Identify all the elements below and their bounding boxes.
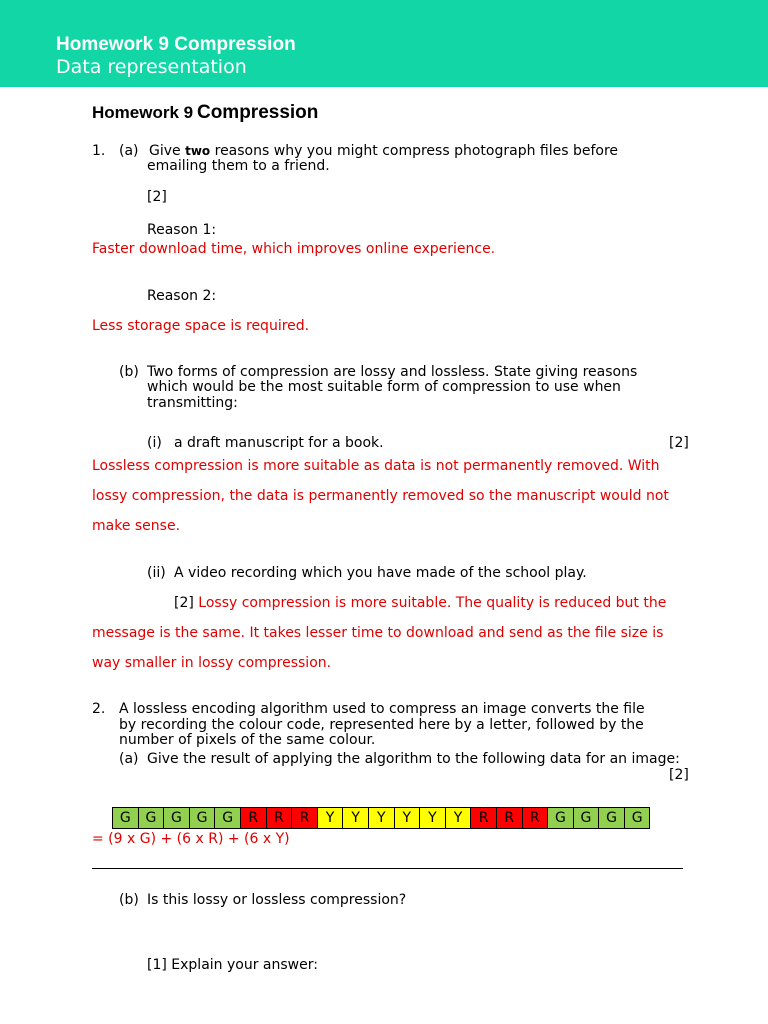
q2-line3: number of pixels of the same colour.: [119, 732, 376, 748]
pixel-cell: G: [164, 807, 190, 829]
q1bi-label: (i): [147, 435, 162, 451]
reason2-label: Reason 2:: [147, 288, 217, 304]
pixel-cell: Y: [318, 807, 344, 829]
q2a-label: (a): [119, 751, 139, 767]
q1bii-answer-line: way smaller in lossy compression.: [92, 655, 332, 671]
q2a-text: Give the result of applying the algorithm to the following data for an image:: [147, 751, 680, 767]
pixel-cell: Y: [343, 807, 369, 829]
q1bi-answer-line: Lossless compression is more suitable as data is not permanently removed. With: [92, 458, 660, 474]
pixel-cell: R: [471, 807, 497, 829]
pixel-cell: G: [548, 807, 574, 829]
q2-line1: A lossless encoding algorithm used to compress an image converts the file: [119, 701, 645, 717]
q2-number: 2.: [92, 701, 106, 717]
pixel-cell: R: [241, 807, 267, 829]
q1bi-answer-line: lossy compression, the data is permanently removed so the manuscript would not: [92, 488, 669, 504]
q1b-line1: Two forms of compression are lossy and lossless. State giving reasons: [147, 364, 638, 380]
header-subtitle: Data representation: [56, 56, 247, 78]
q1a-marks: [2]: [147, 189, 167, 205]
q1bii-answer-line: Lossy compression is more suitable. The quality is reduced but the: [198, 595, 667, 611]
q2a-marks: [2]: [669, 767, 689, 783]
reason1-label: Reason 1:: [147, 222, 217, 238]
pixel-cell: G: [574, 807, 600, 829]
pixel-data-table: [112, 807, 650, 829]
q1b-line3: transmitting:: [147, 395, 238, 411]
header-banner: [0, 0, 768, 87]
q1-number: 1.: [92, 143, 106, 159]
q1b-line2: which would be the most suitable form of compression to use when: [147, 379, 621, 395]
q1a-text-bold: two: [185, 144, 211, 158]
pixel-cell: Y: [395, 807, 421, 829]
pixel-cell: Y: [369, 807, 395, 829]
reason2-answer: Less storage space is required.: [92, 318, 310, 334]
q1a-text-line2: emailing them to a friend.: [147, 158, 330, 174]
pixel-cell: G: [190, 807, 216, 829]
q1bii-marks: [2]: [174, 595, 194, 611]
q2-line2: by recording the colour code, represented here by a letter, followed by the: [119, 717, 644, 733]
pixel-cell: R: [292, 807, 318, 829]
q1bii-label: (ii): [147, 565, 166, 581]
pixel-cell: G: [139, 807, 165, 829]
q2b-text: Is this lossy or lossless compression?: [147, 892, 407, 908]
pixel-cell: R: [497, 807, 523, 829]
q2b-label: (b): [119, 892, 139, 908]
q1a-label: (a): [119, 143, 139, 159]
q1bii-text: A video recording which you have made of the school play.: [174, 565, 587, 581]
q2a-answer: = (9 x G) + (6 x R) + (6 x Y): [92, 831, 290, 847]
q1bi-text: a draft manuscript for a book.: [174, 435, 384, 451]
q1a-text-pre: Give: [149, 143, 181, 159]
document-title-part2: Compression: [196, 102, 319, 123]
document-title-part1: Homework 9: [92, 103, 194, 122]
pixel-cell: G: [625, 807, 651, 829]
q2b-explain: [1] Explain your answer:: [147, 957, 318, 973]
pixel-cell: G: [215, 807, 241, 829]
pixel-cell: R: [523, 807, 549, 829]
q1bii-answer-line: message is the same. It takes lesser time to download and send as the file size is: [92, 625, 664, 641]
answer-line: [92, 868, 683, 869]
reason1-answer: Faster download time, which improves online experience.: [92, 241, 496, 257]
q1a-text-post: reasons why you might compress photograph files before: [214, 143, 619, 159]
header-title: Homework 9 Compression: [56, 34, 296, 55]
pixel-cell: R: [267, 807, 293, 829]
q1bi-marks: [2]: [669, 435, 689, 451]
pixel-cell: G: [599, 807, 625, 829]
pixel-cell: Y: [446, 807, 472, 829]
pixel-cell: Y: [420, 807, 446, 829]
q1bi-answer-line: make sense.: [92, 518, 181, 534]
q1bii-marks-answer: [174, 595, 666, 611]
q1b-label: (b): [119, 364, 139, 380]
pixel-cell: G: [113, 807, 139, 829]
q1a-question: [149, 143, 618, 159]
document-title: [92, 102, 319, 123]
